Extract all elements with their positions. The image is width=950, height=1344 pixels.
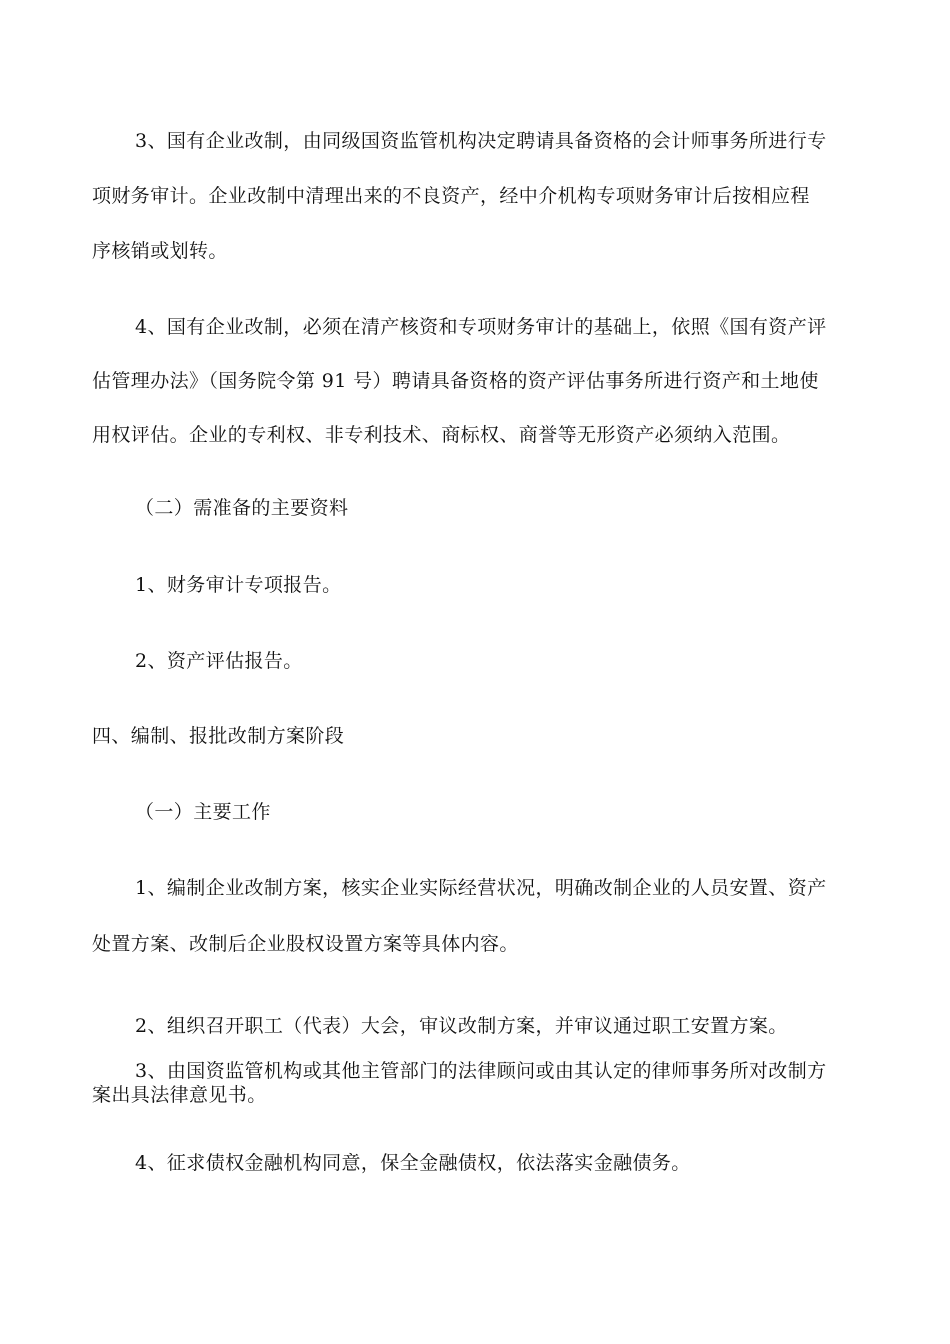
section-heading-materials: （二）需准备的主要资料 [135, 497, 349, 519]
paragraph-4-line-3: 用权评估。企业的专利权、非专利技术、商标权、商誉等无形资产必须纳入范围。 [92, 424, 791, 446]
work-item-2: 2、组织召开职工（代表）大会，审议改制方案，并审议通过职工安置方案。 [135, 1015, 788, 1037]
work-item-1-line-1: 1、编制企业改制方案，核实企业实际经营状况，明确改制企业的人员安置、资产 [135, 877, 827, 899]
work-item-3-line-1: 3、由国资监管机构或其他主管部门的法律顾问或由其认定的律师事务所对改制方 [135, 1060, 827, 1082]
paragraph-3-line-3: 序核销或划转。 [92, 240, 228, 262]
materials-item-1: 1、财务审计专项报告。 [135, 574, 342, 596]
work-item-1-line-2: 处置方案、改制后企业股权设置方案等具体内容。 [92, 933, 519, 955]
materials-item-2: 2、资产评估报告。 [135, 650, 303, 672]
paragraph-3-line-1: 3、国有企业改制，由同级国资监管机构决定聘请具备资格的会计师事务所进行专 [135, 130, 827, 152]
paragraph-4-line-2: 估管理办法》（国务院令第 91 号）聘请具备资格的资产评估事务所进行资产和土地使 [92, 370, 819, 392]
paragraph-4-line-1: 4、国有企业改制，必须在清产核资和专项财务审计的基础上，依照《国有资产评 [135, 316, 827, 338]
work-item-3-line-2: 案出具法律意见书。 [92, 1084, 267, 1106]
section-heading-main-work: （一）主要工作 [135, 801, 271, 823]
paragraph-3-line-2: 项财务审计。企业改制中清理出来的不良资产，经中介机构专项财务审计后按相应程 [92, 185, 810, 207]
work-item-4: 4、征求债权金融机构同意，保全金融债权，依法落实金融债务。 [135, 1152, 691, 1174]
chapter-heading-four: 四、编制、报批改制方案阶段 [92, 725, 345, 747]
